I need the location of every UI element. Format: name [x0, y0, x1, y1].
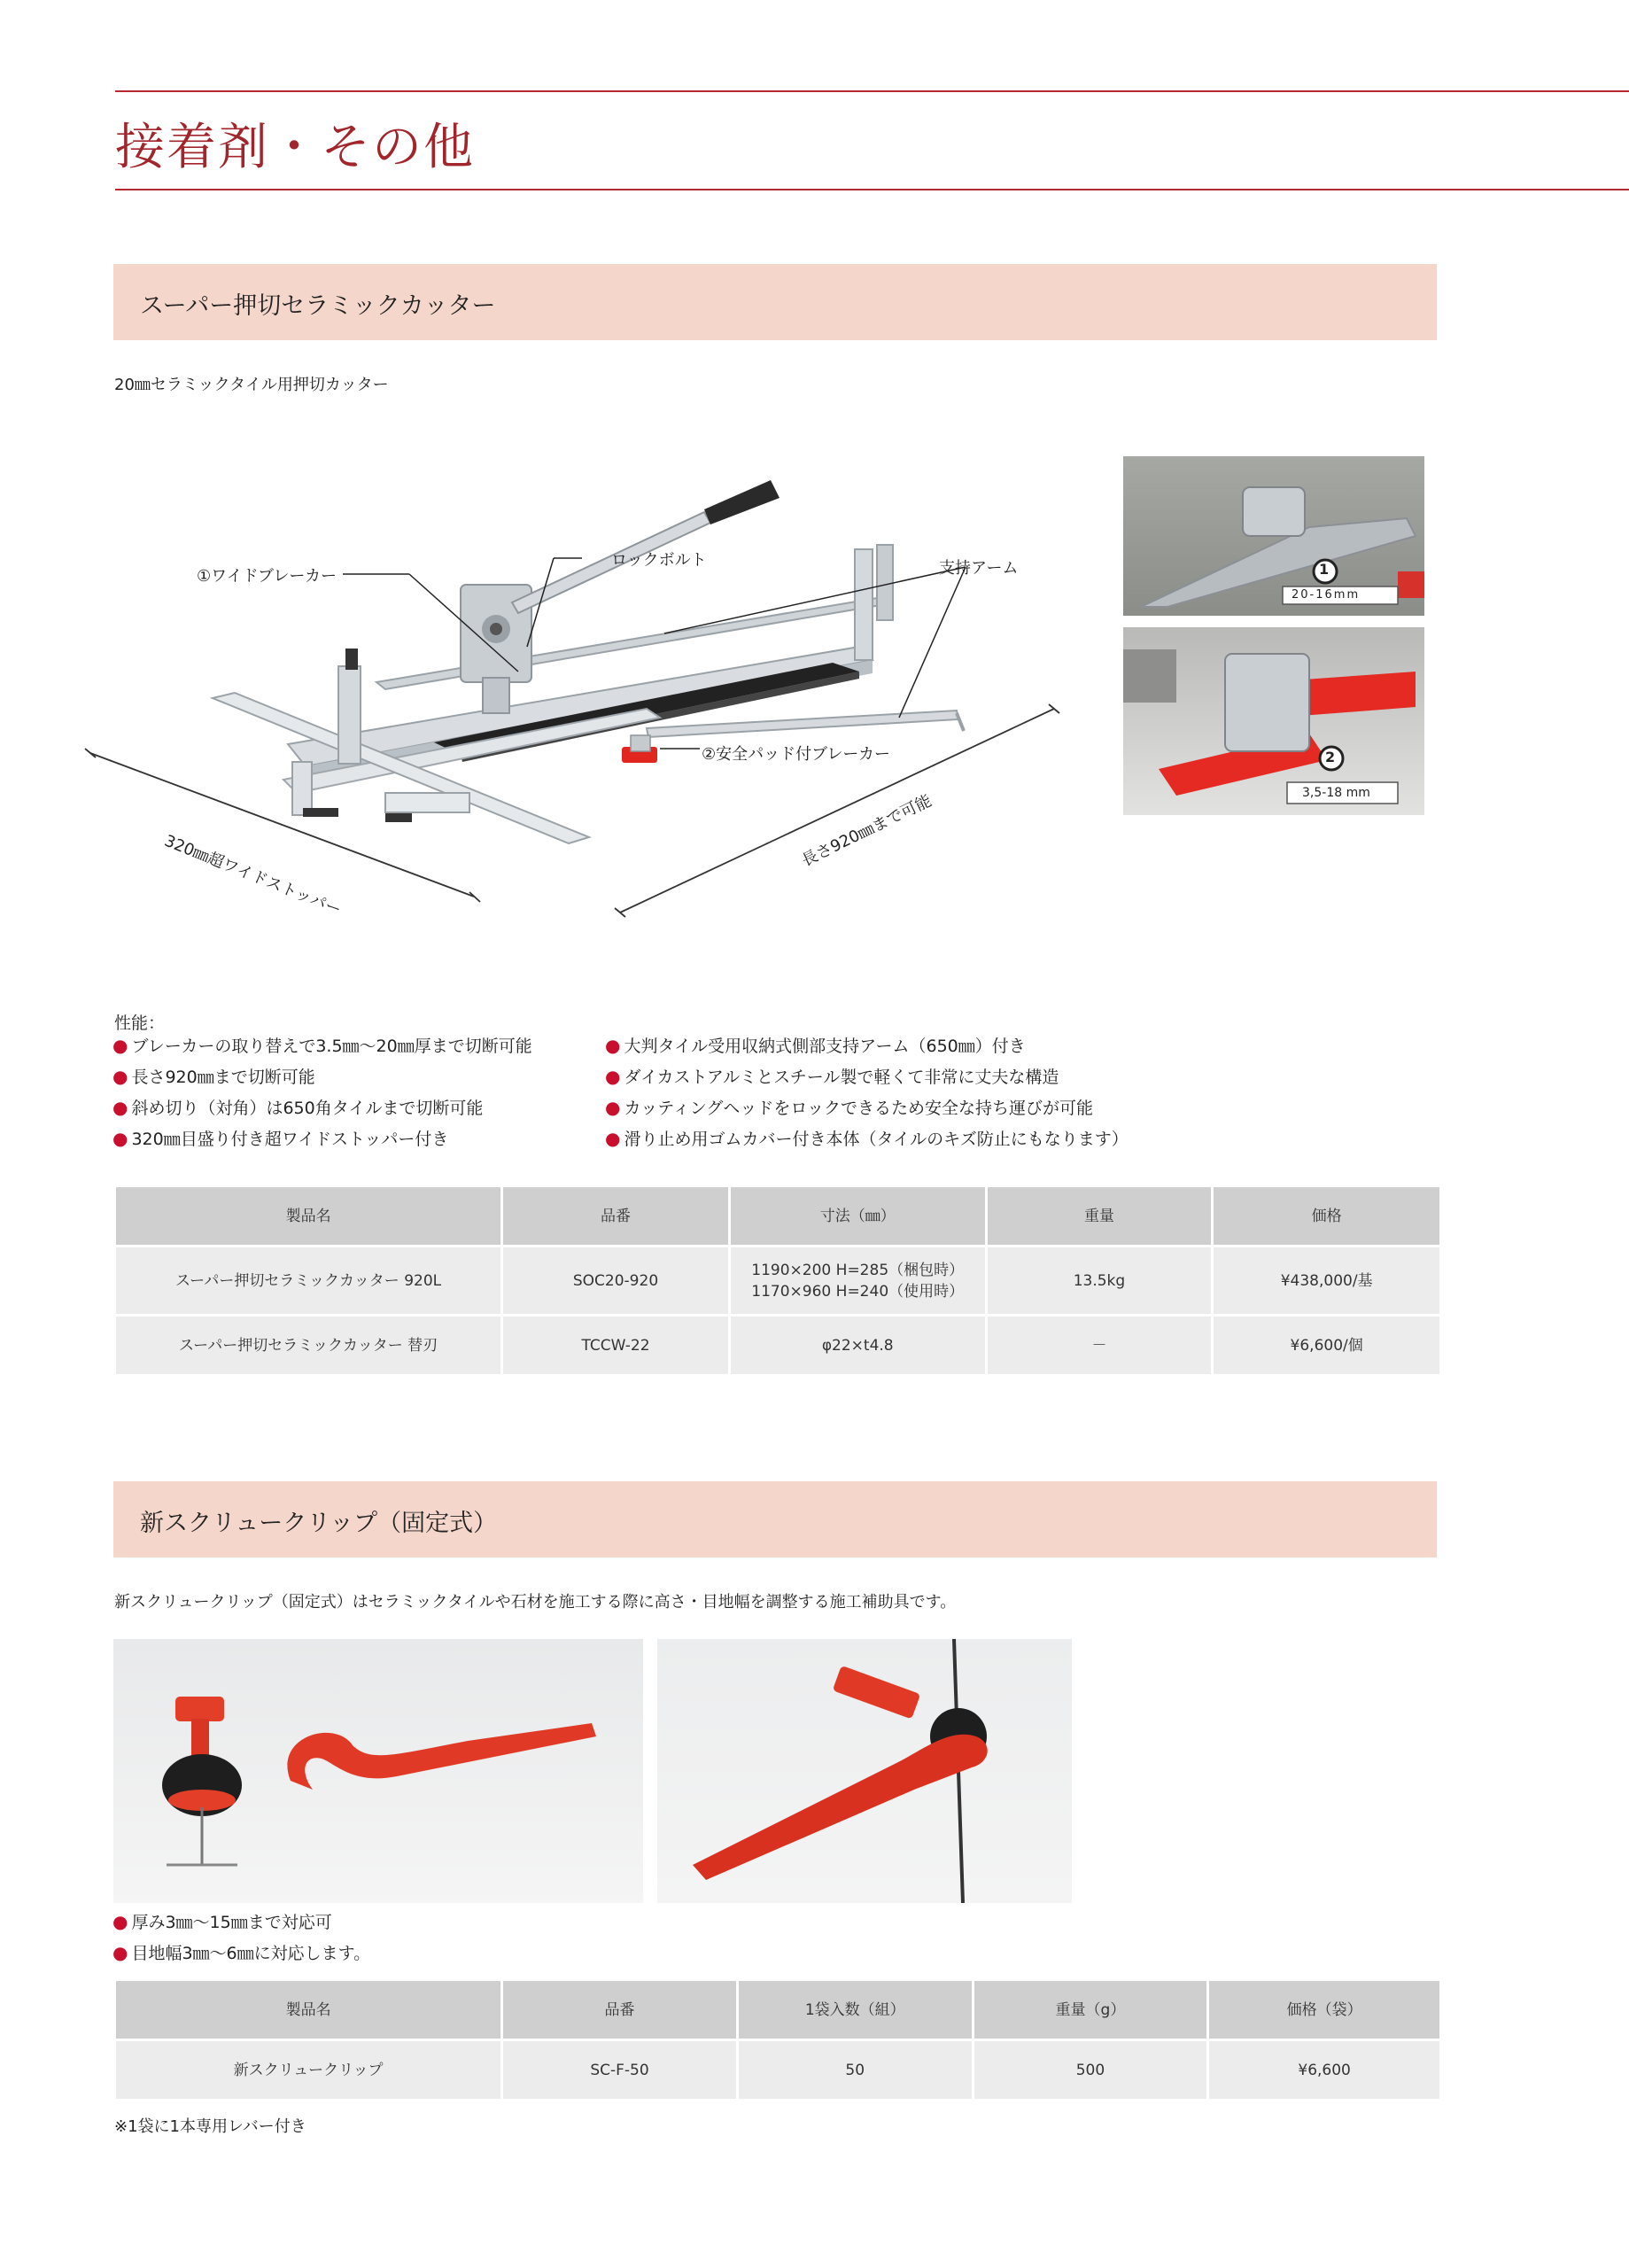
- feature-item: ● 320㎜目盛り付き超ワイドストッパー付き: [112, 1123, 532, 1154]
- detail-2-label: 3,5-18 mm: [1302, 786, 1370, 800]
- table-header: 重量（g）: [974, 1981, 1207, 2039]
- cell-price: ¥6,600: [1209, 2041, 1439, 2099]
- table-header: 製品名: [116, 1981, 500, 2039]
- cell-weight: 500: [974, 2041, 1207, 2099]
- table-header: 製品名: [116, 1187, 500, 1245]
- feature-item: ● 長さ920㎜まで切断可能: [112, 1061, 532, 1092]
- table-header: 寸法（㎜）: [731, 1187, 985, 1245]
- feature-item: ● カッティングヘッドをロックできるため安全な持ち運びが可能: [605, 1092, 1129, 1123]
- feature-item: ● 大判タイル受用収納式側部支持アーム（650㎜）付き: [605, 1030, 1129, 1061]
- clip-note: ※1袋に1本専用レバー付き: [114, 2117, 306, 2136]
- cell-price: ¥6,600/個: [1214, 1317, 1439, 1374]
- cell-size-line: 1190×200 H=285（梱包時）: [751, 1261, 965, 1279]
- dimension-stopper-label: 320㎜超ワイドストッパー: [161, 831, 345, 920]
- cell-code: SOC20-920: [503, 1247, 728, 1314]
- feature-item: ● 斜め切り（対角）は650角タイルまで切断可能: [112, 1092, 532, 1123]
- table-row: [116, 2041, 1439, 2099]
- detail-1-number: 1: [1319, 561, 1330, 578]
- callout-lock-bolt: ロックボルト: [611, 551, 707, 570]
- section-heading-clip: [113, 1481, 1437, 1557]
- cell-size-line: 1170×960 H=240（使用時）: [751, 1282, 965, 1301]
- cell-weight: －: [988, 1317, 1212, 1374]
- cell-price: ¥438,000/基: [1214, 1247, 1439, 1314]
- feature-item: ● 厚み3㎜～15㎜まで対応可: [112, 1907, 370, 1938]
- cell-code: SC-F-50: [503, 2041, 736, 2099]
- cell-name: 新スクリュークリップ: [116, 2041, 500, 2099]
- table-header: 1袋入数（組）: [739, 1981, 972, 2039]
- cell-code: TCCW-22: [503, 1317, 728, 1374]
- table-header: 価格（袋）: [1209, 1981, 1439, 2039]
- table-header: 価格: [1214, 1187, 1439, 1245]
- section-heading-cutter: [113, 264, 1437, 340]
- cell-size: φ22×t4.8: [731, 1317, 985, 1374]
- features-right-list: [605, 1030, 1129, 1154]
- dimension-length-label: 長さ920㎜まで可能: [798, 791, 935, 871]
- table-header: 重量: [988, 1187, 1212, 1245]
- features-heading: 性能：: [114, 1014, 166, 1033]
- feature-item: ● ダイカストアルミとスチール製で軽くて非常に丈夫な構造: [605, 1061, 1129, 1092]
- clip-photo-in-use: [657, 1639, 1072, 1903]
- clip-description: 新スクリュークリップ（固定式）はセラミックタイルや石材を施工する際に高さ・目地幅を調整する施工補助具です。: [114, 1593, 957, 1612]
- callout-wide-breaker: ①ワイドブレーカー: [197, 567, 337, 586]
- table-header: 品番: [503, 1981, 736, 2039]
- title-rule: [115, 189, 1629, 190]
- detail-2-number: 2: [1325, 749, 1336, 765]
- detail-photo-wide-breaker: [1123, 456, 1424, 616]
- cutter-spec-table: [113, 1184, 1442, 1377]
- features-left-list: [112, 1030, 532, 1154]
- clip-features-list: [112, 1907, 370, 1969]
- cell-name: スーパー押切セラミックカッター 替刃: [116, 1317, 500, 1374]
- cell-weight: 13.5kg: [988, 1247, 1212, 1314]
- section-heading-text: スーパー押切セラミックカッター: [140, 292, 496, 320]
- table-row: [116, 1247, 1439, 1314]
- feature-item: ● 滑り止め用ゴムカバー付き本体（タイルのキズ防止にもなります）: [605, 1123, 1129, 1154]
- section-heading-text: 新スクリュークリップ（固定式）: [140, 1510, 498, 1537]
- clip-photo-parts: [113, 1639, 643, 1903]
- table-row: [116, 1317, 1439, 1374]
- detail-1-label: 20-16mm: [1292, 588, 1361, 602]
- table-header: 品番: [503, 1187, 728, 1245]
- cell-name: スーパー押切セラミックカッター 920L: [116, 1247, 500, 1314]
- callout-support-arm: 支持アーム: [939, 559, 1019, 578]
- feature-item: ● 目地幅3㎜～6㎜に対応します。: [112, 1938, 370, 1969]
- callout-safety-pad-breaker: ②安全パッド付ブレーカー: [702, 745, 891, 764]
- top-rule: [115, 90, 1629, 92]
- clip-spec-table: [113, 1978, 1442, 2101]
- feature-item: ● ブレーカーの取り替えで3.5㎜～20㎜厚まで切断可能: [112, 1030, 532, 1061]
- page-title: 接着剤・その他: [115, 119, 475, 176]
- detail-photo-safety-pad-breaker: [1123, 627, 1424, 815]
- cell-size: [731, 1247, 985, 1314]
- cell-qty: 50: [739, 2041, 972, 2099]
- cutter-subtitle: 20㎜セラミックタイル用押切カッター: [114, 376, 389, 394]
